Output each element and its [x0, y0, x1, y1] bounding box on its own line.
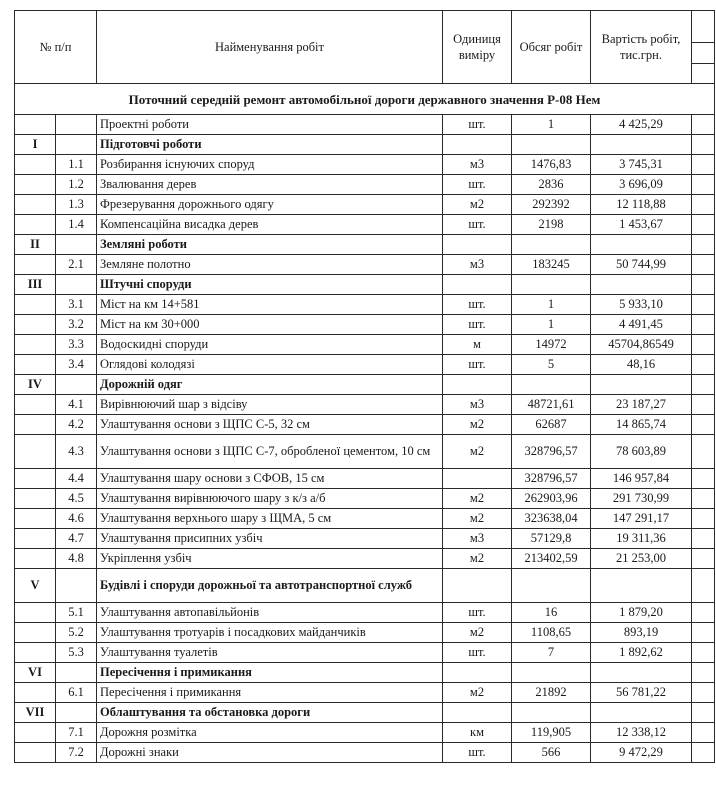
table-row: [15, 295, 715, 315]
work-name: Улаштування верхнього шару з ЩМА, 5 см: [97, 509, 443, 529]
unit: м3: [443, 155, 512, 175]
extra-clipped: [692, 489, 715, 509]
cost: 48,16: [591, 355, 692, 375]
cost: 78 603,89: [591, 435, 692, 469]
volume: 14972: [512, 335, 591, 355]
volume: 292392: [512, 195, 591, 215]
section-row: [15, 235, 715, 255]
extra-clipped: [692, 215, 715, 235]
item-number: 4.6: [56, 509, 97, 529]
volume: 1108,65: [512, 623, 591, 643]
section-number: VI: [15, 663, 56, 683]
volume: 21892: [512, 683, 591, 703]
section-number: IV: [15, 375, 56, 395]
volume: 566: [512, 743, 591, 763]
volume: 57129,8: [512, 529, 591, 549]
unit: [443, 663, 512, 683]
table-row: [15, 355, 715, 375]
table-row: [15, 549, 715, 569]
unit: [443, 135, 512, 155]
work-name: Будівлі і споруди дорожньої та автотранспортної служб: [97, 569, 443, 603]
cost: [591, 375, 692, 395]
volume: 328796,57: [512, 435, 591, 469]
item-number: 4.5: [56, 489, 97, 509]
section-number: [15, 743, 56, 763]
item-number: [56, 235, 97, 255]
unit: м3: [443, 255, 512, 275]
section-number: [15, 489, 56, 509]
unit: шт.: [443, 315, 512, 335]
volume: 1476,83: [512, 155, 591, 175]
item-number: 3.3: [56, 335, 97, 355]
extra-clipped: [692, 415, 715, 435]
cost: 1 879,20: [591, 603, 692, 623]
table-header-row: [15, 11, 715, 84]
header-extra-clipped: [692, 11, 715, 84]
unit: шт.: [443, 603, 512, 623]
section-number: [15, 255, 56, 275]
item-number: 7.2: [56, 743, 97, 763]
volume: [512, 275, 591, 295]
cost: 14 865,74: [591, 415, 692, 435]
extra-clipped: [692, 623, 715, 643]
cost: 147 291,17: [591, 509, 692, 529]
header-number: № п/п: [15, 11, 97, 84]
section-row: [15, 275, 715, 295]
unit: м2: [443, 415, 512, 435]
item-number: [56, 135, 97, 155]
table-row: [15, 315, 715, 335]
cost: [591, 135, 692, 155]
item-number: [56, 275, 97, 295]
item-number: 1.1: [56, 155, 97, 175]
unit: м2: [443, 489, 512, 509]
section-number: [15, 315, 56, 335]
work-name: Укріплення узбіч: [97, 549, 443, 569]
item-number: 1.2: [56, 175, 97, 195]
unit: м2: [443, 623, 512, 643]
extra-clipped: [692, 115, 715, 135]
cost: 893,19: [591, 623, 692, 643]
section-number: [15, 195, 56, 215]
cost: [591, 703, 692, 723]
work-name: Улаштування основи з ЩПС С-5, 32 см: [97, 415, 443, 435]
table-row: [15, 643, 715, 663]
work-name: Вирівнюючий шар з відсіву: [97, 395, 443, 415]
unit: [443, 235, 512, 255]
section-number: V: [15, 569, 56, 603]
work-name: Розбирання існуючих споруд: [97, 155, 443, 175]
volume: 62687: [512, 415, 591, 435]
volume: [512, 135, 591, 155]
item-number: 5.1: [56, 603, 97, 623]
work-name: Водоскидні споруди: [97, 335, 443, 355]
section-row: [15, 703, 715, 723]
extra-clipped: [692, 235, 715, 255]
extra-clipped: [692, 255, 715, 275]
unit: шт.: [443, 295, 512, 315]
item-number: 4.3: [56, 435, 97, 469]
work-name: Пересічення і примикання: [97, 663, 443, 683]
volume: 2198: [512, 215, 591, 235]
work-name: Підготовчі роботи: [97, 135, 443, 155]
extra-clipped: [692, 743, 715, 763]
unit: м2: [443, 195, 512, 215]
cost: 12 338,12: [591, 723, 692, 743]
work-name: Проектні роботи: [97, 115, 443, 135]
extra-clipped: [692, 195, 715, 215]
volume: 119,905: [512, 723, 591, 743]
unit: шт.: [443, 115, 512, 135]
section-number: [15, 415, 56, 435]
cost: 12 118,88: [591, 195, 692, 215]
item-number: 1.3: [56, 195, 97, 215]
unit: м: [443, 335, 512, 355]
section-number: [15, 643, 56, 663]
volume: [512, 235, 591, 255]
work-name: Дорожній одяг: [97, 375, 443, 395]
volume: 16: [512, 603, 591, 623]
work-name: Звалювання дерев: [97, 175, 443, 195]
work-name: Дорожні знаки: [97, 743, 443, 763]
work-name: Улаштування автопавільйонів: [97, 603, 443, 623]
unit: шт.: [443, 643, 512, 663]
section-number: I: [15, 135, 56, 155]
item-number: 3.2: [56, 315, 97, 335]
volume: [512, 375, 591, 395]
section-number: [15, 549, 56, 569]
volume: 262903,96: [512, 489, 591, 509]
extra-clipped: [692, 603, 715, 623]
extra-clipped: [692, 663, 715, 683]
unit: м2: [443, 435, 512, 469]
table-row: [15, 415, 715, 435]
section-number: [15, 723, 56, 743]
unit: шт.: [443, 215, 512, 235]
item-number: 4.7: [56, 529, 97, 549]
works-table: [14, 10, 715, 763]
volume: 2836: [512, 175, 591, 195]
work-name: Улаштування туалетів: [97, 643, 443, 663]
volume: 328796,57: [512, 469, 591, 489]
cost: 4 425,29: [591, 115, 692, 135]
unit: [443, 275, 512, 295]
extra-clipped: [692, 469, 715, 489]
table-row: [15, 489, 715, 509]
table-row: [15, 215, 715, 235]
item-number: 4.1: [56, 395, 97, 415]
work-name: Міст на км 14+581: [97, 295, 443, 315]
volume: 1: [512, 315, 591, 335]
extra-clipped: [692, 395, 715, 415]
section-number: [15, 355, 56, 375]
unit: [443, 469, 512, 489]
item-number: 2.1: [56, 255, 97, 275]
cost: 50 744,99: [591, 255, 692, 275]
table-row: [15, 683, 715, 703]
cost: 19 311,36: [591, 529, 692, 549]
unit: м2: [443, 549, 512, 569]
unit: м3: [443, 395, 512, 415]
extra-clipped: [692, 315, 715, 335]
section-number: [15, 395, 56, 415]
extra-clipped: [692, 275, 715, 295]
extra-clipped: [692, 295, 715, 315]
cost: 146 957,84: [591, 469, 692, 489]
cost: 56 781,22: [591, 683, 692, 703]
item-number: 7.1: [56, 723, 97, 743]
work-name: Пересічення і примикання: [97, 683, 443, 703]
section-number: [15, 155, 56, 175]
extra-clipped: [692, 355, 715, 375]
document-page: [14, 10, 714, 763]
cost: 3 696,09: [591, 175, 692, 195]
work-name: Штучні споруди: [97, 275, 443, 295]
work-name: Улаштування шару основи з СФОВ, 15 см: [97, 469, 443, 489]
section-number: [15, 115, 56, 135]
volume: [512, 703, 591, 723]
cost: [591, 569, 692, 603]
volume: [512, 663, 591, 683]
cost: [591, 663, 692, 683]
work-name: Міст на км 30+000: [97, 315, 443, 335]
item-number: 4.2: [56, 415, 97, 435]
table-row: [15, 743, 715, 763]
cost: 21 253,00: [591, 549, 692, 569]
section-row: [15, 569, 715, 603]
item-number: 3.1: [56, 295, 97, 315]
item-number: 3.4: [56, 355, 97, 375]
header-unit: Одиниця виміру: [443, 11, 512, 84]
section-number: [15, 435, 56, 469]
item-number: 4.4: [56, 469, 97, 489]
table-row: [15, 469, 715, 489]
cost: 291 730,99: [591, 489, 692, 509]
table-row: [15, 435, 715, 469]
cost: 1 453,67: [591, 215, 692, 235]
header-volume: Обсяг робіт: [512, 11, 591, 84]
unit: [443, 569, 512, 603]
section-number: [15, 215, 56, 235]
header-name: Найменування робіт: [97, 11, 443, 84]
item-number: [56, 569, 97, 603]
section-number: [15, 509, 56, 529]
item-number: [56, 663, 97, 683]
item-number: [56, 115, 97, 135]
object-title: Поточний середній ремонт автомобільної дороги державного значення Р-08 Нем: [15, 84, 715, 115]
header-extra-subcell: [692, 43, 714, 64]
section-number: [15, 683, 56, 703]
work-name: Облаштування та обстановка дороги: [97, 703, 443, 723]
work-name: Оглядові колодязі: [97, 355, 443, 375]
cost: 23 187,27: [591, 395, 692, 415]
section-number: [15, 529, 56, 549]
cost: 45704,86549: [591, 335, 692, 355]
work-name: Фрезерування дорожнього одягу: [97, 195, 443, 215]
section-row: [15, 135, 715, 155]
section-number: [15, 175, 56, 195]
unit: [443, 703, 512, 723]
object-title-row: [15, 84, 715, 115]
extra-clipped: [692, 703, 715, 723]
work-name: Улаштування присипних узбіч: [97, 529, 443, 549]
volume: 323638,04: [512, 509, 591, 529]
item-number: 5.2: [56, 623, 97, 643]
unit: м2: [443, 509, 512, 529]
extra-clipped: [692, 175, 715, 195]
extra-clipped: [692, 683, 715, 703]
header-cost: Вартість робіт, тис.грн.: [591, 11, 692, 84]
volume: 7: [512, 643, 591, 663]
section-number: [15, 335, 56, 355]
unit: шт.: [443, 175, 512, 195]
item-number: 5.3: [56, 643, 97, 663]
table-row: [15, 395, 715, 415]
section-number: II: [15, 235, 56, 255]
unit: м2: [443, 683, 512, 703]
cost: 5 933,10: [591, 295, 692, 315]
table-row: [15, 529, 715, 549]
section-row: [15, 375, 715, 395]
work-name: Компенсаційна висадка дерев: [97, 215, 443, 235]
section-number: [15, 603, 56, 623]
work-name: Земляне полотно: [97, 255, 443, 275]
volume: 213402,59: [512, 549, 591, 569]
extra-clipped: [692, 509, 715, 529]
table-row: [15, 623, 715, 643]
section-number: III: [15, 275, 56, 295]
unit: км: [443, 723, 512, 743]
item-number: 4.8: [56, 549, 97, 569]
volume: 48721,61: [512, 395, 591, 415]
work-name: Земляні роботи: [97, 235, 443, 255]
cost: 1 892,62: [591, 643, 692, 663]
extra-clipped: [692, 435, 715, 469]
unit: [443, 375, 512, 395]
table-row: [15, 723, 715, 743]
volume: [512, 569, 591, 603]
volume: 1: [512, 295, 591, 315]
unit: м3: [443, 529, 512, 549]
table-row: [15, 195, 715, 215]
unit: шт.: [443, 743, 512, 763]
cost: 4 491,45: [591, 315, 692, 335]
item-number: [56, 703, 97, 723]
table-row: [15, 603, 715, 623]
cost: 3 745,31: [591, 155, 692, 175]
section-number: VII: [15, 703, 56, 723]
work-name: Улаштування основи з ЩПС С-7, обробленої цементом, 10 см: [97, 435, 443, 469]
work-name: Улаштування тротуарів і посадкових майданчиків: [97, 623, 443, 643]
header-extra-subcell: [692, 11, 714, 43]
volume: 5: [512, 355, 591, 375]
volume: 1: [512, 115, 591, 135]
section-number: [15, 469, 56, 489]
table-row: [15, 255, 715, 275]
work-name: Улаштування вирівнюючого шару з к/з а/б: [97, 489, 443, 509]
extra-clipped: [692, 723, 715, 743]
extra-clipped: [692, 529, 715, 549]
item-number: 1.4: [56, 215, 97, 235]
section-row: [15, 663, 715, 683]
extra-clipped: [692, 549, 715, 569]
cost: [591, 275, 692, 295]
section-number: [15, 623, 56, 643]
table-row: [15, 335, 715, 355]
extra-clipped: [692, 155, 715, 175]
cost: [591, 235, 692, 255]
extra-clipped: [692, 643, 715, 663]
extra-clipped: [692, 569, 715, 603]
section-number: [15, 295, 56, 315]
extra-clipped: [692, 135, 715, 155]
item-number: 6.1: [56, 683, 97, 703]
cost: 9 472,29: [591, 743, 692, 763]
table-row: [15, 155, 715, 175]
item-number: [56, 375, 97, 395]
unit: шт.: [443, 355, 512, 375]
volume: 183245: [512, 255, 591, 275]
table-row: [15, 115, 715, 135]
table-row: [15, 175, 715, 195]
extra-clipped: [692, 375, 715, 395]
work-name: Дорожня розмітка: [97, 723, 443, 743]
table-row: [15, 509, 715, 529]
extra-clipped: [692, 335, 715, 355]
